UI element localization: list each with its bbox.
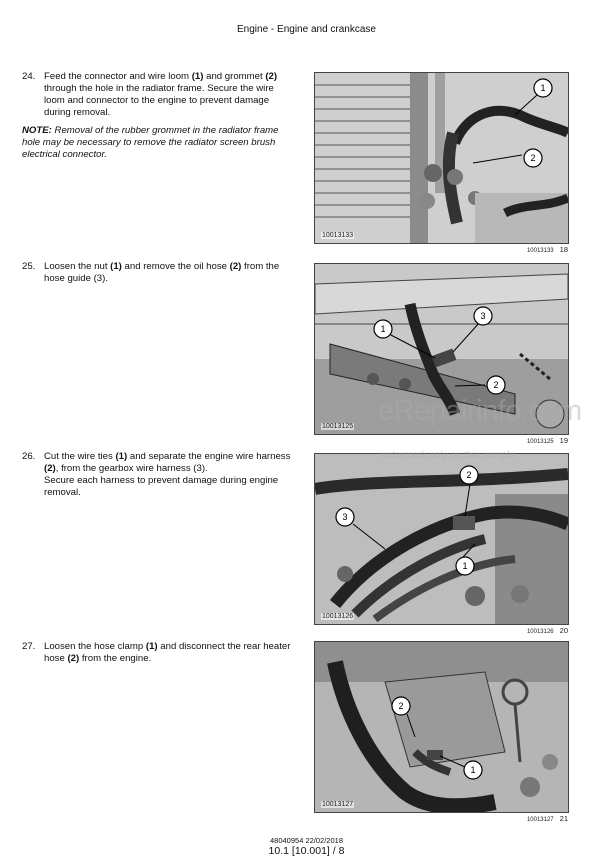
figure-18-caption: 10013133 18: [526, 245, 568, 254]
callout-label: 1: [380, 324, 386, 334]
callout-label: 1: [540, 83, 546, 93]
callout-label: 3: [480, 311, 486, 321]
figure-image-id: 10013127: [322, 801, 354, 808]
step-number: 26.: [22, 451, 36, 462]
figure-18-photo: [314, 72, 569, 244]
figure-19-caption: 10013125 19: [526, 436, 568, 445]
note: NOTE: Removal of the rubber grommet in the radiator frame hole may be necessary to remove the radiator screen brush electrical connector.: [22, 125, 279, 160]
step-number: 27.: [22, 641, 36, 652]
watermark-subtext: watermark only on this sample: [380, 450, 516, 461]
callout-label: 2: [493, 380, 499, 390]
step-text: Cut the wire ties (1) and separate the engine wire harness (2), from the gearbox wire harness (3). Secure each harness to prevent damage during engine removal.: [44, 451, 291, 498]
figure-image-id: 10013133: [322, 232, 354, 239]
step-27: [22, 641, 294, 665]
step-25: [22, 261, 294, 285]
footer-doc-id: 48040954 22/02/2018: [270, 836, 343, 845]
step-24: [22, 71, 294, 161]
figure-image-id: 10013126: [322, 613, 354, 620]
step-text: Loosen the hose clamp (1) and disconnect the rear heater hose (2) from the engine.: [44, 641, 291, 664]
step-number: 25.: [22, 261, 36, 272]
callout-label: 3: [342, 512, 348, 522]
step-number: 24.: [22, 71, 36, 82]
callout-label: 2: [398, 701, 404, 711]
callout-label: 2: [466, 470, 472, 480]
page-header: Engine - Engine and crankcase: [237, 24, 376, 35]
figure-21-caption: 10013127 21: [526, 814, 568, 823]
figure-20-photo: [314, 453, 569, 625]
figure-image-id: 10013125: [322, 423, 354, 430]
watermark: eRepairinfo.com: [378, 395, 582, 427]
footer-page-number: 10.1 [10.001] / 8: [268, 845, 345, 857]
callout-label: 2: [530, 153, 536, 163]
figure-20-caption: 10013126 20: [526, 626, 568, 635]
step-text: Loosen the nut (1) and remove the oil hose (2) from the hose guide (3).: [44, 261, 280, 284]
step-text: Feed the connector and wire loom (1) and grommet (2) through the hole in the radiator frame. Secure the wire loom and connector to the engine to prevent damage during removal.: [44, 71, 278, 118]
figure-21-photo: [314, 641, 569, 813]
callout-label: 1: [462, 561, 468, 571]
callout-label: 1: [470, 765, 476, 775]
step-26: [22, 451, 294, 499]
